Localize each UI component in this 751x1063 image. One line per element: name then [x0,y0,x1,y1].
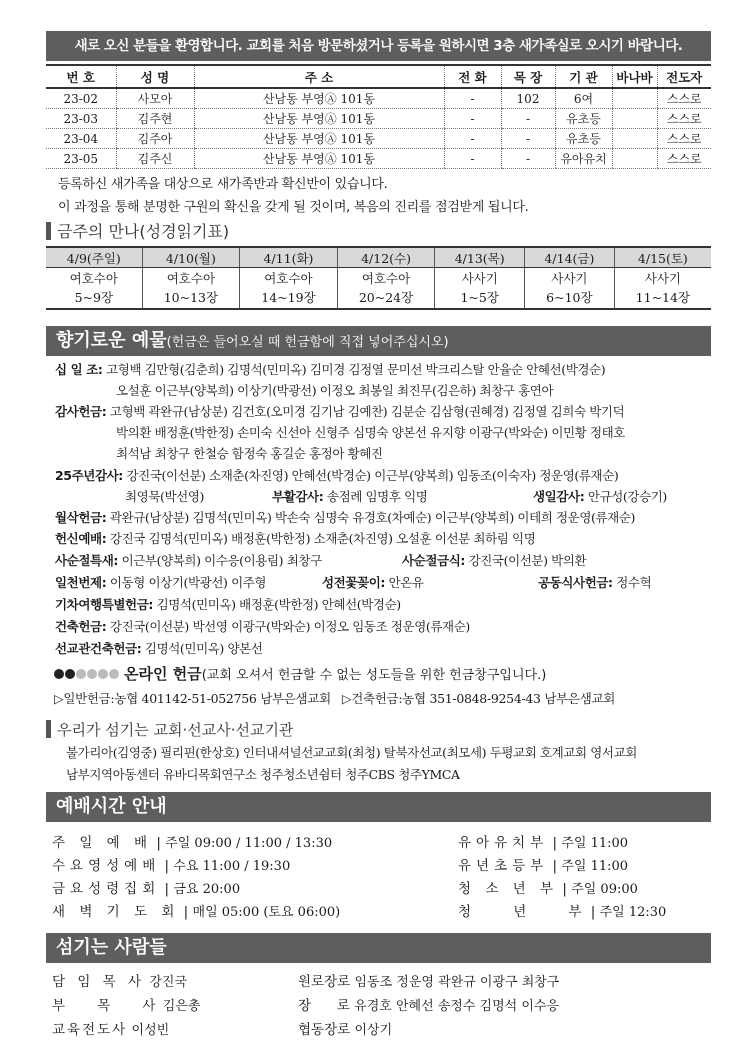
cell: 산남동 부영Ⓐ 101동 [194,88,444,109]
reading-table [46,246,711,310]
education-minister: 교육전도사 이성빈 [52,1022,170,1038]
cell: 사모아 [116,88,194,109]
supporting-list-2: 남부지역아동센터 유바디목회연구소 청주청소년쉼터 청주CBS 청주YMCA [66,767,460,782]
cell: - [501,149,555,169]
newcomer-header-row [46,65,711,88]
worship-item: 새 벽 기 도 회 | 매일 05:00 (토요 06:00) [52,904,341,920]
cell [612,129,657,149]
worship-item: 청 년 부 | 주일 12:30 [458,904,667,920]
dots-icon [54,667,120,683]
cell: - [444,149,501,169]
col-cell-group: 목 장 [501,65,555,88]
thousand-offering-line: 일천번제: 이동형 이상기(박광선) 이주형 [55,575,267,590]
supporting-title: 우리가 섬기는 교회·선교사·선교기관 [57,721,294,739]
lent-prayer-line: 사순절특새: 이근부(양복희) 이수응(이용림) 최창구 [55,553,322,568]
cell: 23-04 [46,129,116,149]
reading-passage: 여호수아 20~24장 [337,268,435,310]
worship-item: 청 소 년 부 | 주일 09:00 [458,881,638,897]
reading-passage: 여호수아 10~13장 [142,268,240,310]
col-phone: 전 화 [444,65,501,88]
reading-section-title [46,219,229,242]
reading-date: 4/12(수) [337,247,435,268]
online-accounts [54,689,615,707]
anniversary-line-2: 최영묵(박선영) [125,489,205,504]
reading-date: 4/9(주일) [46,247,142,268]
altar-flower-line: 성전꽃꽂이: 안온유 [322,575,424,590]
tithe-line: 십 일 조: 고형백 김만형(김춘희) 김명석(민미옥) 김미경 김정열 문미선 박크리스탈 안율순 안혜선(박경순) [55,362,606,377]
cell: - [444,109,501,129]
col-evangelist: 전도자 [657,65,711,88]
cooperating-elder: 협동장로 이상기 [298,1022,393,1038]
mission-building-line: 선교관건축헌금: 김명석(민미옥) 양본선 [55,641,263,656]
cell: 스스로 [657,88,711,109]
reading-passage: 사사기 11~14장 [614,268,711,310]
section-marker [46,222,51,240]
thanks-line: 감사헌금: 고형백 곽완규(남상분) 김건호(오미경 김기남 김예찬) 김분순 김삼형(권혜경) 김정열 김희숙 박기덕 [55,404,625,419]
associate-pastor: 부 목 사 김은총 [52,998,201,1014]
col-name: 성 명 [116,65,194,88]
emeritus-elders: 원로장로 임동조 정운영 곽완규 이광구 최창구 [298,974,560,990]
cell: 산남동 부영Ⓐ 101동 [194,129,444,149]
offering-banner [46,326,711,356]
reading-date: 4/14(금) [525,247,615,268]
train-trip-line: 기차여행특별헌금: 김명석(민미옥) 배정훈(박한정) 안혜선(박경순) [55,597,401,612]
cell [612,149,657,169]
offering-title: 향기로운 예물 [56,330,167,351]
reading-passage: 사사기 1~5장 [435,268,525,310]
newcomer-note-1: 등록하신 새가족을 대상으로 새가족반과 확신반이 있습니다. [58,177,388,192]
cell: 23-03 [46,109,116,129]
cell: 유초등 [555,109,612,129]
lent-fast-line: 사순절금식: 강진국(이선분) 박의환 [402,553,587,568]
cell: 102 [501,88,555,109]
reading-passage: 여호수아 14~19장 [240,268,338,310]
general-account: ▷일반헌금:농협 401142-51-052756 남부은샘교회 [54,691,331,706]
reading-date-row [46,247,711,268]
elders: 장 로 유경호 안혜선 송정수 김명석 이수응 [298,998,560,1014]
cell: 23-05 [46,149,116,169]
reading-date: 4/11(화) [240,247,338,268]
anniversary-line: 25주년감사: 강진국(이선분) 소재춘(차진영) 안혜선(박경순) 이근부(양복희) 임동조(이숙자) 정운영(류재순) [55,468,619,483]
reading-passage: 사사기 6~10장 [525,268,615,310]
cell: - [501,129,555,149]
worship-banner: 예배시간 안내 [46,792,711,822]
newcomer-note-2: 이 과정을 통해 분명한 구원의 확신을 갖게 될 것이며, 복음의 진리를 점검받게 됩니다. [58,200,529,215]
worship-item: 주 일 예 배 | 주일 09:00 / 11:00 / 13:30 [52,835,333,851]
worship-item: 유아유치부 | 주일 11:00 [458,835,629,851]
cell: 김주아 [116,129,194,149]
reading-passage-row [46,268,711,310]
worship-item: 금요성령집회 | 금요 20:00 [52,881,241,897]
online-offering-heading [54,663,546,684]
reading-date: 4/15(토) [614,247,711,268]
worship-item: 유년초등부 | 주일 11:00 [458,858,629,874]
thanks-line-2: 박의환 배정훈(박한정) 손미숙 신선아 신형주 심명숙 양본선 유지향 이광구(박와순) 이민황 정태호 [116,425,625,440]
cell: 산남동 부영Ⓐ 101동 [194,109,444,129]
meal-offering-line: 공동식사헌금: 정수혁 [538,575,652,590]
table-row [46,88,711,109]
cell: 스스로 [657,129,711,149]
cell: 스스로 [657,109,711,129]
cell: - [501,109,555,129]
table-row [46,109,711,129]
dedication-line: 헌신예배: 강진국 김명석(민미옥) 배정훈(박한정) 소재춘(차진영) 오설훈 이선분 최하림 익명 [55,531,536,546]
cell: 6여 [555,88,612,109]
supporting-list-1: 불가리아(김영중) 필리핀(한상호) 인터내셔널선교교회(최청) 탈북자선교(최모세) 두평교회 호계교회 영서교회 [66,745,637,760]
reading-date: 4/10(월) [142,247,240,268]
online-subtitle: (교회 오셔서 헌금할 수 없는 성도들을 위한 헌금창구입니다.) [201,668,547,683]
cell: - [444,129,501,149]
birthday-line: 생일감사: 안규성(강승기) [533,489,667,504]
cell: 23-02 [46,88,116,109]
senior-pastor: 담 임 목 사 강진국 [52,974,188,990]
supporting-section-title [46,719,293,740]
newcomer-banner: 새로 오신 분들을 환영합니다. 교회를 처음 방문하셨거나 등록을 원하시면 3층 새가족실로 오시기 바랍니다. [46,31,711,61]
cell [612,88,657,109]
cell: 김주신 [116,149,194,169]
table-row [46,149,711,169]
thanks-line-3: 최석남 최창구 한철승 함정숙 홍길순 홍정아 황혜진 [116,446,383,461]
section-marker [46,720,51,738]
cell [612,109,657,129]
cell: 유초등 [555,129,612,149]
cell: 김주현 [116,109,194,129]
staff-banner: 섬기는 사람들 [46,933,711,963]
reading-date: 4/13(목) [435,247,525,268]
col-number: 번 호 [46,65,116,88]
easter-line: 부활감사: 송점례 임명후 익명 [272,489,428,504]
worship-item: 수요영성예배 | 수요 11:00 / 19:30 [52,858,291,874]
newcomer-table [46,64,711,169]
col-address: 주 소 [194,65,444,88]
monthly-line: 월삭헌금: 곽완규(남상분) 김명석(민미옥) 박손숙 심명숙 유경호(차예순) 이근부(양복희) 이테희 정운영(류재순) [55,510,635,525]
building-line: 건축헌금: 강진국(이선분) 박선영 이광구(박와순) 이정오 임동조 정운영(류재순) [55,619,470,634]
cell: 유아유치 [555,149,612,169]
cell: - [444,88,501,109]
reading-title: 금주의 만나(성경읽기표) [57,222,230,241]
table-row [46,129,711,149]
col-barnabas: 바나바 [612,65,657,88]
reading-passage: 여호수아 5~9장 [46,268,142,310]
offering-subtitle: (헌금은 들어오실 때 헌금함에 직접 넣어주십시오) [166,335,449,350]
tithe-line-2: 오설훈 이근부(양복희) 이상기(박광선) 이정오 최봉일 최진무(김은하) 최창구 홍연아 [116,383,554,398]
online-title: 온라인 헌금 [124,665,202,683]
cell: 스스로 [657,149,711,169]
building-account: ▷건축헌금:농협 351-0848-9254-43 남부은샘교회 [341,691,616,706]
col-department: 기 관 [555,65,612,88]
cell: 산남동 부영Ⓐ 101동 [194,149,444,169]
